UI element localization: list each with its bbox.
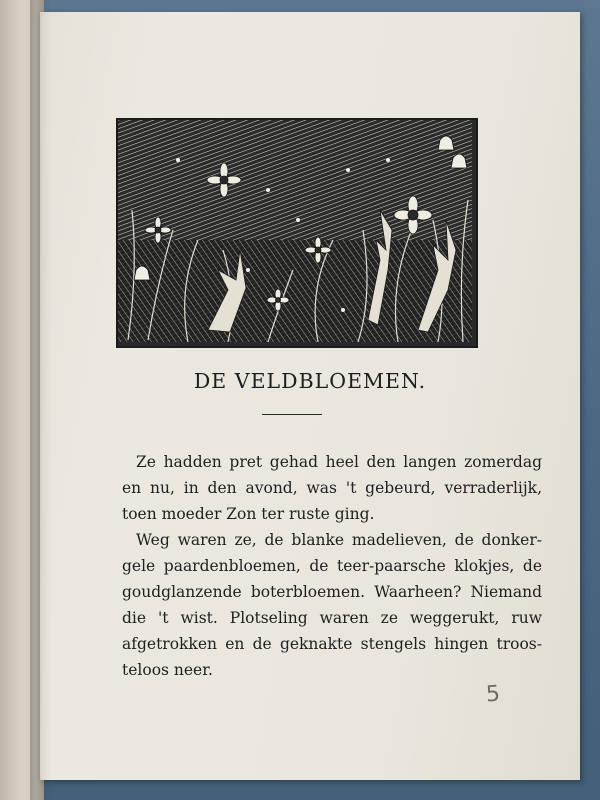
- paragraph-1: [122, 449, 542, 527]
- text-line: en nu, in den avond, was 't gebeurd, verraderlijk,: [122, 479, 542, 497]
- paragraph-2: [122, 527, 542, 683]
- text-line: afgetrokken en de geknakte stengels hingen troos-: [122, 635, 542, 653]
- pencil-page-number: 5: [485, 681, 501, 708]
- text-line: gele paardenbloemen, de teer-paarsche klokjes, de: [122, 557, 542, 575]
- text-line: toen moeder Zon ter ruste ging.: [122, 505, 375, 523]
- title-divider: [262, 414, 322, 415]
- text-line: Ze hadden pret gehad heel den langen zomerdag: [136, 453, 542, 471]
- text-line: die 't wist. Plotseling waren ze weggerukt, ruw: [122, 609, 542, 627]
- wildflowers-engraving-icon: [116, 118, 478, 348]
- text-line: teloos neer.: [122, 661, 213, 679]
- text-line: goudglanzende boterbloemen. Waarheen? Niemand: [122, 583, 542, 601]
- text-line: Weg waren ze, de blanke madelieven, de donker-: [136, 531, 542, 549]
- book-page: [40, 12, 580, 780]
- book-gutter-shadow: [30, 0, 52, 800]
- chapter-title: DE VELDBLOEMEN.: [193, 369, 427, 393]
